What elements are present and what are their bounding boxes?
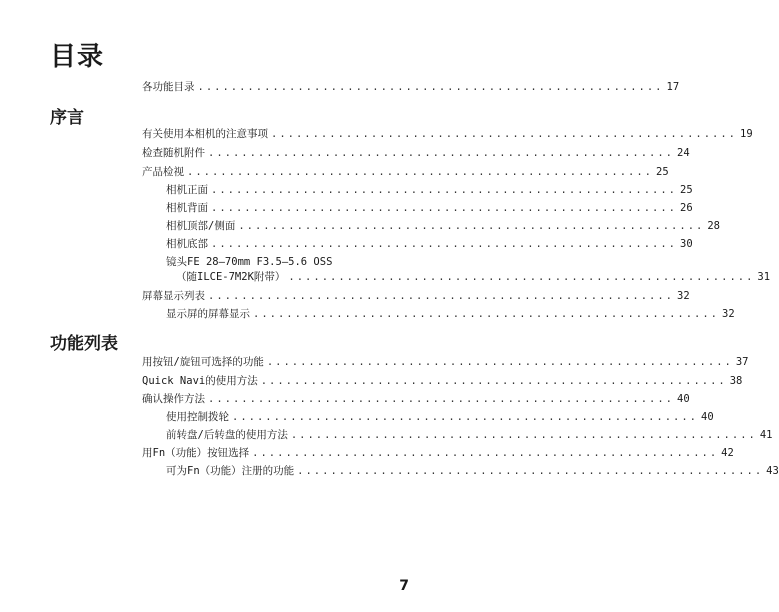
toc-entry-page: 32 [722, 308, 735, 320]
toc-entry-label: 屏幕显示列表 [142, 290, 205, 302]
toc-leader-dots: ........................................................ [208, 393, 675, 405]
toc-leader-dots: ........................................................ [211, 202, 678, 214]
toc-leader-dots: ........................................................ [232, 411, 699, 423]
toc-entry-page: 40 [677, 393, 690, 405]
toc-leader-dots: ........................................................ [290, 429, 757, 441]
toc-entry-page: 28 [707, 220, 720, 232]
toc-entry-page: 26 [680, 202, 693, 214]
toc-entry-label: （随ILCE-7M2K附带） [176, 271, 286, 283]
section-heading-functions: 功能列表 [50, 334, 118, 354]
toc-entry-label: 用Fn（功能）按钮选择 [142, 447, 250, 459]
toc-entry[interactable] [166, 237, 693, 251]
toc-entry[interactable] [142, 355, 749, 369]
toc-entry[interactable] [166, 307, 735, 321]
toc-entry-label: 显示屏的屏幕显示 [166, 308, 250, 320]
toc-entry-page: 42 [721, 447, 734, 459]
toc-entry-label: 相机正面 [166, 184, 208, 196]
toc-entry-page: 25 [680, 184, 693, 196]
toc-entry-label: 相机底部 [166, 238, 208, 250]
toc-entry-label: 前转盘/后转盘的使用方法 [166, 429, 288, 441]
toc-entry-page: 40 [701, 411, 714, 423]
toc-leader-dots: ........................................................ [260, 375, 727, 387]
toc-leader-dots: ........................................................ [197, 81, 664, 93]
toc-entry[interactable] [166, 410, 714, 424]
toc-entry[interactable] [142, 392, 690, 406]
page-title: 目录 [50, 42, 105, 72]
toc-entry[interactable] [142, 127, 753, 141]
toc-leader-dots: ........................................................ [187, 166, 654, 178]
toc-leader-dots: ........................................................ [208, 147, 675, 159]
page-number: 7 [399, 578, 409, 594]
toc-entry-label: 相机顶部/侧面 [166, 220, 236, 232]
toc-entry[interactable] [142, 374, 743, 388]
toc-entry[interactable] [176, 270, 771, 284]
toc-entry-label: 用按钮/旋钮可选择的功能 [142, 356, 264, 368]
toc-entry[interactable] [142, 289, 690, 303]
toc-entry-label: 各功能目录 [142, 81, 195, 93]
toc-leader-dots: ........................................................ [208, 290, 675, 302]
toc-entry[interactable] [166, 201, 693, 215]
toc-entry[interactable] [142, 80, 680, 94]
toc-entry[interactable] [142, 146, 690, 160]
toc-entry-lens-line1[interactable]: 镜头FE 28–70mm F3.5–5.6 OSS [166, 256, 333, 268]
toc-entry-label: 可为Fn（功能）注册的功能 [166, 465, 295, 477]
toc-entry-page: 25 [656, 166, 669, 178]
section-heading-preface: 序言 [50, 108, 84, 128]
toc-entry-page: 19 [740, 128, 753, 140]
toc-leader-dots: ........................................................ [288, 271, 755, 283]
toc-entry-page: 37 [735, 356, 749, 368]
toc-leader-dots: ........................................................ [252, 447, 719, 459]
toc-entry-page: 41 [759, 429, 773, 441]
toc-leader-dots: ........................................................ [238, 220, 705, 232]
toc-leader-dots: ........................................................ [253, 308, 720, 320]
toc-entry-page: 38 [729, 375, 743, 387]
toc-entry[interactable] [166, 464, 779, 478]
toc-entry-label: 产品检视 [142, 166, 184, 178]
toc-entry[interactable] [166, 428, 773, 442]
toc-entry[interactable] [166, 183, 693, 197]
toc-entry[interactable] [142, 165, 669, 179]
toc-entry-page: 31 [757, 271, 771, 283]
toc-entry[interactable] [166, 219, 720, 233]
toc-entry-page: 24 [677, 147, 690, 159]
toc-entry-label: 使用控制拨轮 [166, 411, 229, 423]
toc-entry-page: 30 [680, 238, 693, 250]
toc-leader-dots: ........................................................ [266, 356, 733, 368]
toc-leader-dots: ........................................................ [271, 128, 738, 140]
toc-entry-page: 17 [666, 81, 680, 93]
toc-entry-label: 相机背面 [166, 202, 208, 214]
toc-entry-label: 有关使用本相机的注意事项 [142, 128, 268, 140]
toc-entry-label: 检查随机附件 [142, 147, 205, 159]
toc-entry-label: 确认操作方法 [142, 393, 205, 405]
toc-leader-dots: ........................................................ [297, 465, 764, 477]
toc-entry-label: Quick Navi的使用方法 [142, 375, 258, 387]
toc-leader-dots: ........................................................ [211, 238, 678, 250]
toc-entry-page: 43 [766, 465, 779, 477]
toc-leader-dots: ........................................................ [211, 184, 678, 196]
toc-entry-page: 32 [677, 290, 690, 302]
toc-entry[interactable] [142, 446, 734, 460]
